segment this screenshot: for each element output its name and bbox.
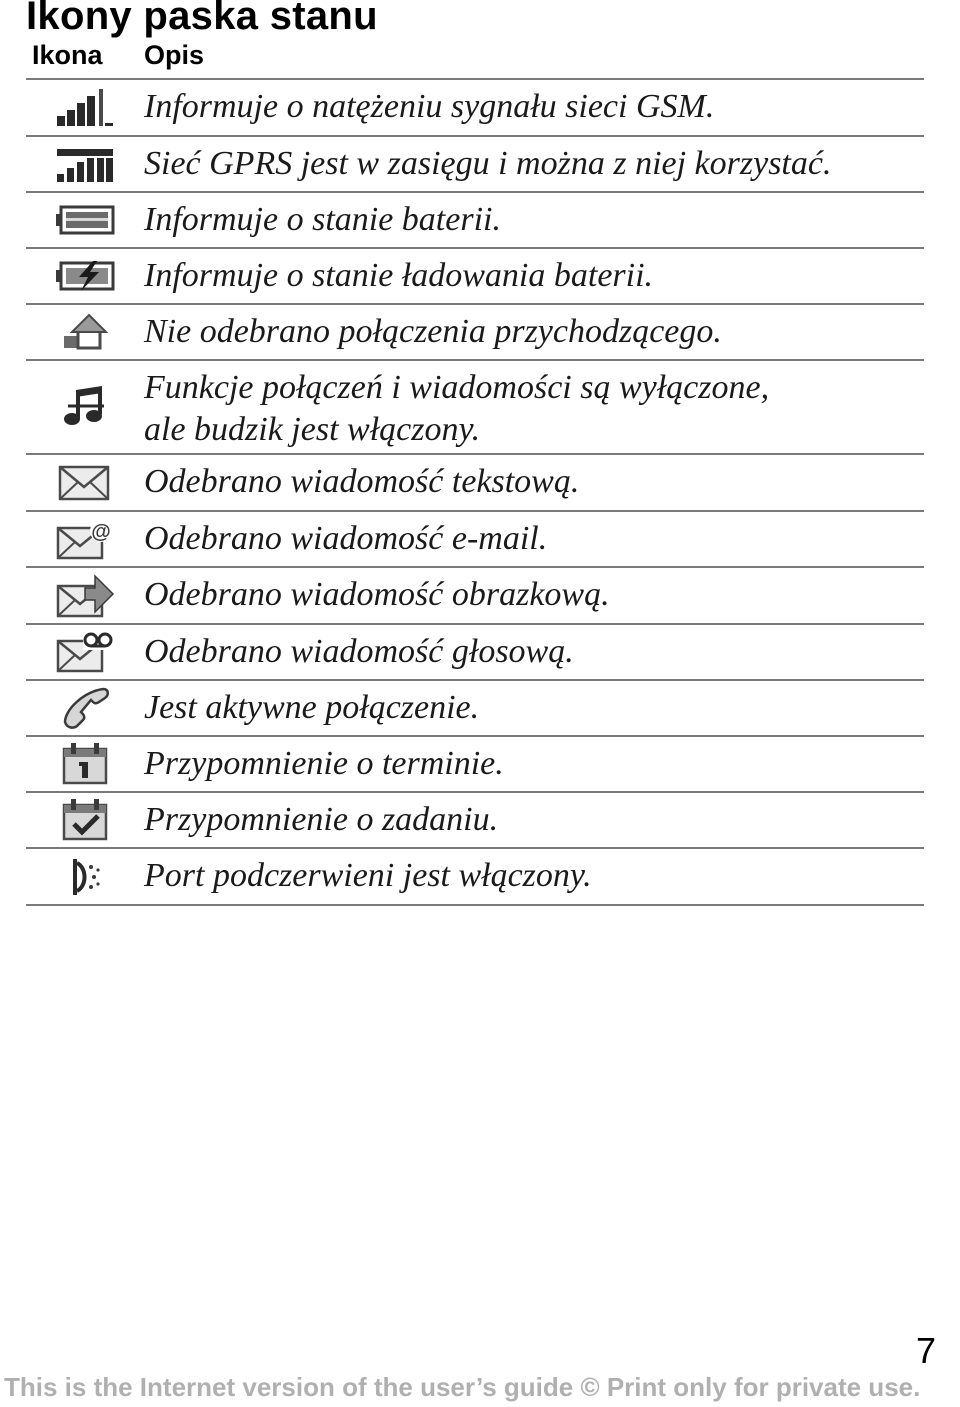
table-row	[26, 305, 924, 361]
table-row	[26, 625, 924, 681]
picture-message-icon	[55, 574, 115, 618]
table-row	[26, 249, 924, 305]
row-description: Odebrano wiadomość obrazkową.	[144, 576, 610, 613]
battery-icon	[55, 203, 115, 237]
page-number: 7	[915, 1330, 936, 1371]
row-description: Odebrano wiadomość tekstową.	[144, 463, 580, 500]
row-description: Informuje o stanie baterii.	[144, 201, 501, 238]
row-description: Sieć GPRS jest w zasięgu i można z niej korzystać.	[144, 145, 832, 182]
table-row	[26, 193, 924, 249]
appointment-reminder-icon	[60, 742, 110, 786]
row-description: Odebrano wiadomość głosową.	[144, 633, 574, 670]
row-description: Informuje o natężeniu sygnału sieci GSM.	[144, 88, 715, 125]
table-row	[26, 361, 924, 455]
infrared-icon	[65, 856, 105, 898]
page-title: Ikony paska stanu	[26, 0, 378, 38]
signal-strength-icon	[55, 88, 115, 128]
table-row	[26, 568, 924, 625]
email-message-icon	[55, 518, 115, 560]
active-call-icon	[59, 686, 111, 730]
task-reminder-icon	[60, 798, 110, 842]
missed-call-icon	[60, 312, 110, 352]
row-description: Odebrano wiadomość e-mail.	[144, 520, 548, 557]
table-row	[26, 737, 924, 793]
status-icons-table	[26, 78, 924, 906]
voice-message-icon	[55, 631, 115, 673]
table-row	[26, 80, 924, 137]
table-row	[26, 849, 924, 906]
column-header-icon: Ikona	[32, 40, 103, 70]
row-description: Funkcje połączeń i wiadomości są wyłączone, ale budzik jest włączony.	[144, 369, 770, 448]
footer-notice: This is the Internet version of the user’s guide © Print only for private use.	[4, 1372, 921, 1402]
row-description: Przypomnienie o terminie.	[144, 745, 504, 782]
svg-text:@: @	[91, 521, 111, 543]
table-row	[26, 681, 924, 737]
gprs-icon	[55, 144, 115, 184]
text-message-icon	[57, 463, 113, 503]
row-description: Port podczerwieni jest włączony.	[144, 857, 592, 894]
row-description: Nie odebrano połączenia przychodzącego.	[144, 313, 722, 350]
row-description: Przypomnienie o zadaniu.	[144, 801, 499, 838]
table-row	[26, 455, 924, 512]
table-row	[26, 512, 924, 568]
row-description: Informuje o stanie ładowania baterii.	[144, 257, 654, 294]
table-row	[26, 137, 924, 193]
table-row	[26, 793, 924, 849]
battery-charging-icon	[55, 259, 115, 293]
silent-alarm-icon	[60, 384, 110, 430]
column-header-description: Opis	[144, 40, 205, 70]
row-description: Jest aktywne połączenie.	[144, 689, 480, 726]
